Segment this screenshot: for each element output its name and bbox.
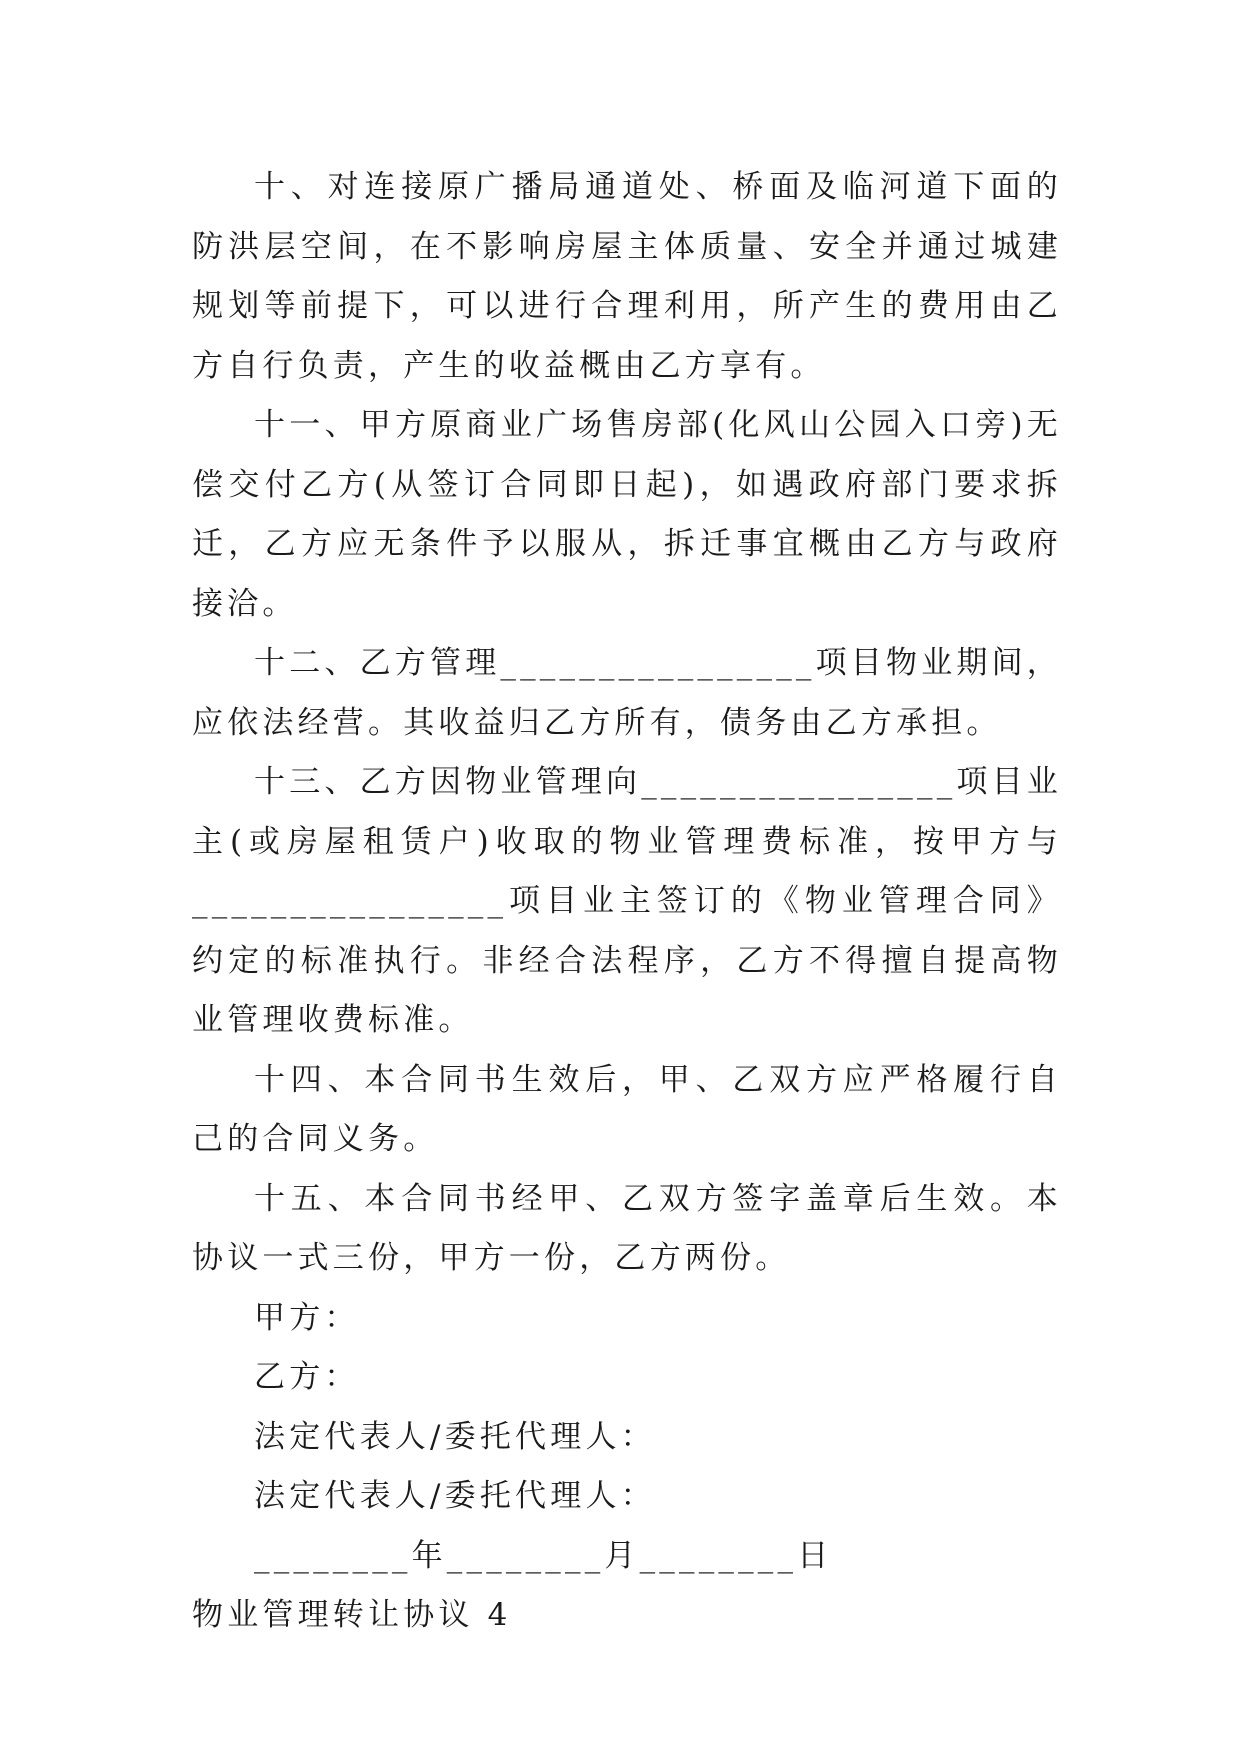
party-a-label: 甲方： bbox=[254, 1299, 360, 1336]
clause-13: 十三、乙方因物业管理向________________项目业主(或房屋租赁户)收取的物业管理费标准，按甲方与________________项目业主签订的《物业管理合同》约定的标准执行。非经合法程序，乙方不得擅自提高物业管理收费标准。 bbox=[192, 764, 1062, 1038]
clause-12: 十二、乙方管理________________项目物业期间，应依法经营。其收益归乙方所有，债务由乙方承担。 bbox=[192, 645, 1062, 741]
representative-b-label: 法定代表人/委托代理人： bbox=[254, 1478, 656, 1514]
representative-a-label: 法定代表人/委托代理人： bbox=[254, 1418, 656, 1455]
signing-date: ________年________月________日 bbox=[254, 1537, 833, 1574]
next-agreement-title: 物业管理转让协议 4 bbox=[192, 1597, 512, 1633]
clause-11: 十一、甲方原商业广场售房部(化风山公园入口旁)无偿交付乙方(从签订合同即日起)，如遇政府部门要求拆迁，乙方应无条件予以服从，拆迁事宜概由乙方与政府接洽。 bbox=[192, 407, 1062, 622]
clause-14: 十四、本合同书生效后，甲、乙双方应严格履行自己的合同义务。 bbox=[192, 1061, 1062, 1157]
clause-15: 十五、本合同书经甲、乙双方签字盖章后生效。本协议一式三份，甲方一份，乙方两份。 bbox=[192, 1180, 1062, 1276]
document-body bbox=[192, 158, 1062, 1646]
clause-10: 十、对连接原广播局通道处、桥面及临河道下面的防洪层空间，在不影响房屋主体质量、安全并通过城建规划等前提下，可以进行合理利用，所产生的费用由乙方自行负责，产生的收益概由乙方享有。 bbox=[192, 169, 1062, 384]
party-b-label: 乙方： bbox=[254, 1359, 360, 1395]
